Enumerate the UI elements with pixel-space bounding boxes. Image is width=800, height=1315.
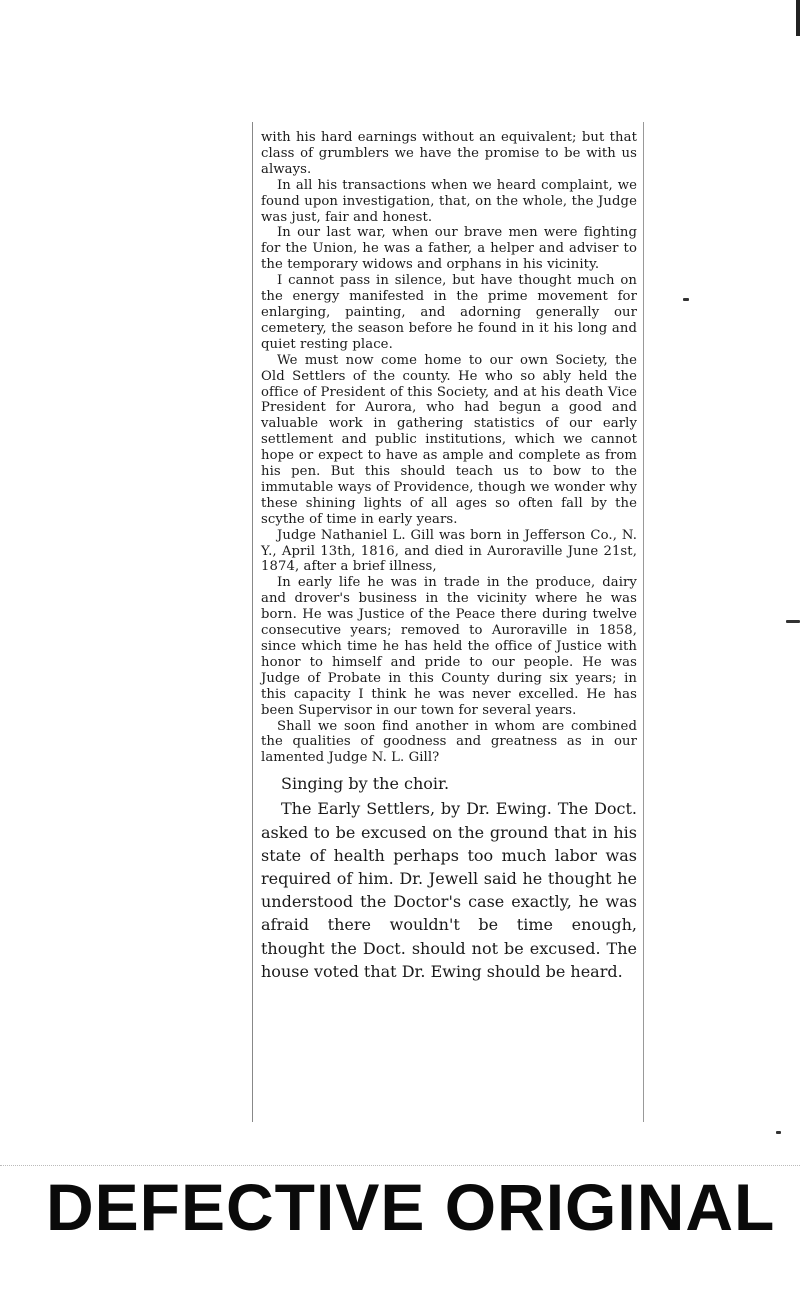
paragraph-early-settlers: The Early Settlers, by Dr. Ewing. The Doct. asked to be excused on the ground that in his state of health perhaps too much labor was required of him. Dr. Jewell said he thought he understood the Doctor's case exactly, he was afraid there wouldn't be time enough, thought the Doct. should not be excused. The house voted that Dr. Ewing should be heard. bbox=[261, 799, 637, 981]
paragraph-society: We must now come home to our own Society, the Old Settlers of the county. He who so ably held the office of President of this Society, and at his death Vice President for Aurora, who had begun a good and valuable work in gathering statistics of our early settlement and public institutions, which we cannot hope or expect to have as ample and complete as from his pen. But this should teach us to bow to the immutable ways of Providence, though we wonder why these shining lights of all ages so often fall by the scythe of time in early years. bbox=[261, 352, 637, 527]
paragraph-grumblers: with his hard earnings without an equivalent; but that class of grumblers we have the promise to be with us always. bbox=[261, 130, 637, 177]
paragraph-transactions: In all his transactions when we heard complaint, we found upon investigation, that, on the whole, the Judge was just, fair and honest. bbox=[261, 177, 637, 225]
defective-original-stamp: DEFECTIVE ORIGINAL bbox=[46, 1170, 776, 1244]
scan-divider bbox=[0, 1165, 800, 1166]
large-type-section bbox=[261, 772, 637, 983]
small-type-section bbox=[261, 130, 637, 766]
paragraph-singing: Singing by the choir. bbox=[281, 774, 450, 794]
scan-speck bbox=[786, 620, 800, 623]
newspaper-column bbox=[252, 122, 644, 1122]
scan-speck bbox=[776, 1131, 781, 1134]
paragraph-birth: Judge Nathaniel L. Gill was born in Jefferson Co., N. Y., April 13th, 1816, and died in Auroraville June 21st, 1874, after a brief illness, bbox=[261, 527, 637, 575]
paragraph-last-war: In our last war, when our brave men were fighting for the Union, he was a father, a helper and adviser to the temporary widows and orphans in his vicinity. bbox=[261, 225, 637, 273]
paragraph-lamented: Shall we soon find another in whom are combined the qualities of goodness and greatness as in our lamented Judge N. L. Gill? bbox=[261, 718, 637, 766]
scan-edge-mark bbox=[796, 0, 800, 36]
paragraph-early-life: In early life he was in trade in the produce, dairy and drover's business in the vicinity where he was born. He was Justice of the Peace there during twelve consecutive years; removed to Auroraville in 1858, since which time he has held the office of Justice with honor to himself and pride to our people. He was Judge of Probate in this County during six years; in this capacity I think he was never excelled. He has been Supervisor in our town for several years. bbox=[261, 575, 637, 718]
scan-speck bbox=[683, 298, 689, 301]
paragraph-cemetery: I cannot pass in silence, but have thought much on the energy manifested in the prime movement for enlarging, painting, and adorning generally our cemetery, the season before he found in it his long and quiet resting place. bbox=[261, 273, 637, 352]
